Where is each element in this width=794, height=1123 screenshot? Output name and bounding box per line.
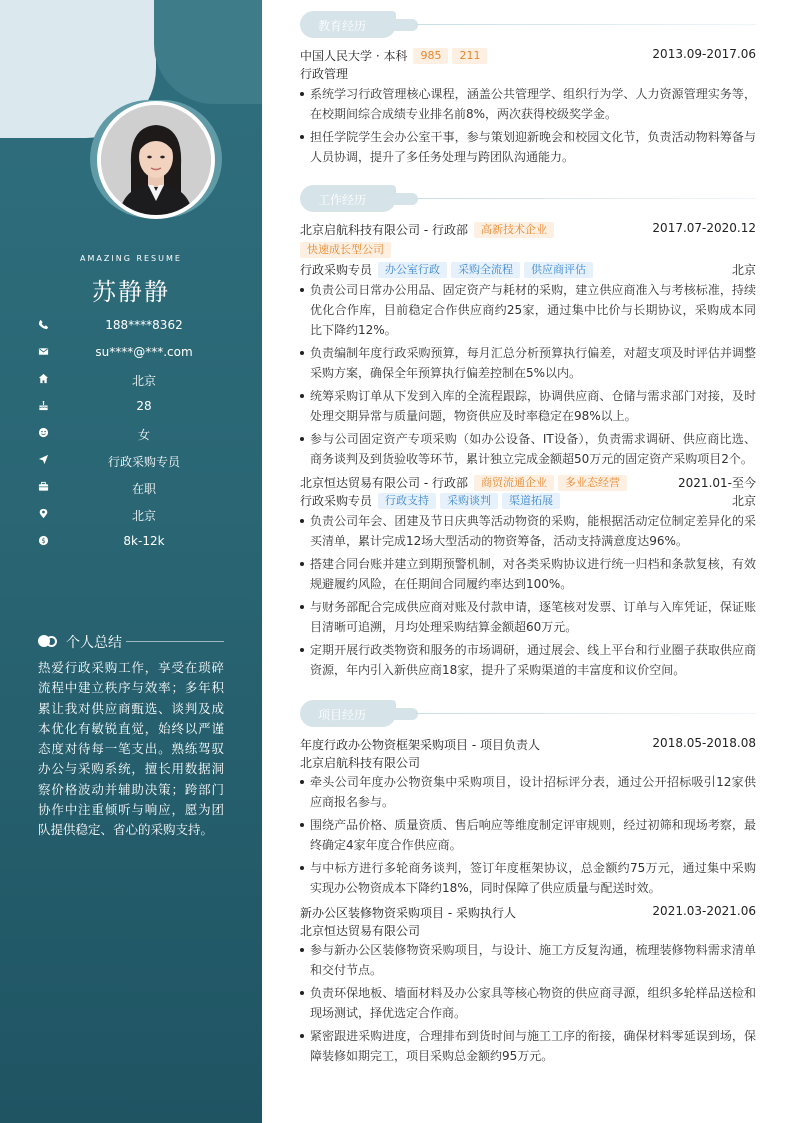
job-header-row	[300, 474, 756, 492]
job-period: 2017.07-2020.12	[652, 221, 756, 235]
company-tag: 快速成长型公司	[300, 242, 391, 258]
job-city: 北京	[731, 263, 756, 277]
phone-value: 188****8362	[105, 318, 183, 332]
info-salary	[38, 532, 228, 559]
section-pill-tail	[390, 708, 418, 720]
list-item: 统筹采购订单从下发到入库的全流程跟踪，协调供应商、仓储与需求部门对接，及时处理交期异常与质量问题，物资供应及时率稳定在98%以上。	[300, 386, 756, 426]
list-item: 担任学院学生会办公室干事，参与策划迎新晚会和校园文化节，负责活动物料筹备与人员协调，提升了多任务处理与跨团队沟通能力。	[300, 127, 756, 167]
project-name: 年度行政办公物资框架采购项目 - 项目负责人	[300, 738, 540, 752]
list-item: 参与新办公区装修物资采购项目，与设计、施工方反复沟通，梳理装修物料需求清单和交付节点。	[300, 940, 756, 980]
info-gender	[38, 424, 228, 451]
divider	[126, 641, 224, 642]
resume-tagline: AMAZING RESUME	[80, 254, 182, 263]
job-city: 北京	[731, 494, 756, 508]
role-tag: 办公室行政	[378, 262, 447, 278]
list-item: 牵头公司年度办公物资集中采购项目，设计招标评分表，通过公开招标吸引12家供应商报名参与。	[300, 772, 756, 812]
role-tag: 采购全流程	[451, 262, 520, 278]
list-item: 与财务部配合完成供应商对账及付款申请，逐笔核对发票、订单与入库凭证，保证账目清晰可追溯，月均处理采购结算金额超60万元。	[300, 597, 756, 637]
section-header-education	[300, 11, 756, 39]
project-header-row	[300, 904, 756, 922]
education-header-row	[300, 47, 756, 65]
info-phone	[38, 316, 228, 343]
school-tag: 211	[452, 48, 487, 64]
info-age	[38, 397, 228, 424]
send-icon	[38, 454, 49, 465]
salary-value: 8k-12k	[123, 534, 165, 548]
role-tag: 行政支持	[378, 493, 436, 509]
company-tag: 商贸流通企业	[474, 475, 554, 491]
list-item: 围绕产品价格、质量资质、售后响应等维度制定评审规则，经过初筛和现场考察，最终确定4家年度合作供应商。	[300, 815, 756, 855]
phone-icon	[38, 319, 49, 330]
job-bullets	[300, 511, 756, 680]
project-bullets	[300, 940, 756, 1066]
section-header-work	[300, 185, 756, 213]
company-tag: 高新技术企业	[474, 222, 554, 238]
list-item: 定期开展行政类物资和服务的市场调研，通过展会、线上平台和行业圈子获取供应商资源，年内引入新供应商18家，提升了采购渠道的丰富度和议价空间。	[300, 640, 756, 680]
list-item: 紧密跟进采购进度，合理排布到货时间与施工工序的衔接，确保材料零延误到场，保障装修如期完工，项目采购总金额约95万元。	[300, 1026, 756, 1066]
job-period: 2021.01-至今	[678, 476, 756, 490]
email-icon	[38, 346, 49, 357]
project-period: 2021.03-2021.06	[652, 904, 756, 918]
job-role: 行政采购专员	[300, 494, 373, 508]
location-value: 北京	[131, 509, 156, 523]
summary-text: 热爱行政采购工作，享受在琐碎流程中建立秩序与效率；多年积累让我对供应商甄选、谈判及成本优化有敏锐直觉，始终以严谨态度对待每一笔支出。熟练驾驭办公与采购系统，擅长用数据洞察价格波动并辅助决策；跨部门协作中注重倾听与响应，愿为团队提供稳定、省心的采购支持。	[38, 660, 224, 838]
project-entry	[300, 904, 756, 1069]
gender-icon	[38, 427, 49, 438]
job-role-row	[300, 492, 756, 510]
home-icon	[38, 373, 49, 384]
gender-value: 女	[137, 428, 150, 442]
email-value: su****@***.com	[95, 345, 193, 359]
role-tag: 供应商评估	[524, 262, 593, 278]
list-item: 系统学习行政管理核心课程，涵盖公共管理学、组织行为学、人力资源管理实务等，在校期间综合成绩专业排名前8%，两次获得校级奖学金。	[300, 84, 756, 124]
section-title: 工作经历	[318, 193, 367, 207]
job-role-row	[300, 261, 756, 279]
role-tag: 采购谈判	[440, 493, 498, 509]
list-item: 负责公司日常办公用品、固定资产与耗材的采购，建立供应商准入与考核标准，持续优化合作库，目前稳定合作供应商约25家，通过集中比价与长期协议，采购成本同比下降约12%。	[300, 280, 756, 340]
info-position	[38, 451, 228, 478]
education-period: 2013.09-2017.06	[652, 47, 756, 61]
section-title: 教育经历	[318, 19, 367, 33]
education-entry	[300, 47, 756, 170]
briefcase-icon	[38, 481, 49, 492]
info-status	[38, 478, 228, 505]
section-pill	[300, 700, 396, 727]
section-pill-tail	[390, 19, 418, 31]
summary-title: 个人总结	[66, 635, 122, 651]
project-period: 2018.05-2018.08	[652, 736, 756, 750]
list-item: 负责公司年会、团建及节日庆典等活动物资的采购，能根据活动定位制定差异化的采买清单，累计完成12场大型活动的物资筹备，活动支持满意度达96%。	[300, 511, 756, 551]
sidebar	[0, 0, 262, 1123]
project-header-row	[300, 736, 756, 754]
summary-heading	[38, 632, 224, 650]
section-title: 项目经历	[318, 708, 367, 722]
info-location	[38, 505, 228, 532]
project-company: 北京恒达贸易有限公司	[300, 924, 421, 938]
project-company-row	[300, 754, 756, 772]
major: 行政管理	[300, 67, 349, 81]
info-home	[38, 370, 228, 397]
position-value: 行政采购专员	[107, 455, 180, 469]
cake-icon	[38, 400, 49, 411]
avatar	[97, 101, 215, 219]
list-item: 负责环保地板、墙面材料及办公家具等核心物资的供应商寻源，组织多轮样品送检和现场测试，择优选定合作商。	[300, 983, 756, 1023]
section-pill-tail	[390, 193, 418, 205]
school-name: 中国人民大学 · 本科	[300, 49, 408, 63]
hometown-value: 北京	[131, 374, 156, 388]
sidebar-decoration	[154, 0, 262, 104]
job-header-row	[300, 221, 756, 239]
divider	[416, 198, 756, 199]
section-pill	[300, 185, 396, 212]
job-role: 行政采购专员	[300, 263, 373, 277]
company-extra-tags	[300, 242, 756, 261]
divider	[416, 24, 756, 25]
company-name: 北京启航科技有限公司 - 行政部	[300, 223, 468, 237]
major-row	[300, 65, 756, 83]
project-name: 新办公区装修物资采购项目 - 采购执行人	[300, 906, 516, 920]
salary-icon	[38, 535, 49, 546]
svg-text:$: $	[41, 536, 46, 545]
project-company: 北京启航科技有限公司	[300, 756, 421, 770]
section-dots-icon	[38, 635, 58, 647]
job-bullets	[300, 280, 756, 469]
divider	[416, 713, 756, 714]
education-bullets	[300, 84, 756, 167]
list-item: 参与公司固定资产专项采购（如办公设备、IT设备），负责需求调研、供应商比选、商务谈判及到货验收等环节，累计独立完成金额超50万元的固定资产采购项目2个。	[300, 429, 756, 469]
section-pill	[300, 11, 396, 38]
project-entry	[300, 736, 756, 901]
role-tag: 渠道拓展	[502, 493, 560, 509]
location-icon	[38, 508, 49, 519]
list-item: 负责编制年度行政采购预算，每月汇总分析预算执行偏差，对超支项及时评估并调整采购方案，确保全年预算执行偏差控制在5%以内。	[300, 343, 756, 383]
job-entry	[300, 474, 756, 683]
age-value: 28	[136, 399, 152, 413]
school-tag: 985	[413, 48, 448, 64]
status-value: 在职	[131, 482, 156, 496]
candidate-name: 苏静静	[92, 278, 170, 306]
contact-info-list	[38, 316, 228, 559]
portrait-photo	[101, 105, 211, 215]
company-name: 北京恒达贸易有限公司 - 行政部	[300, 476, 468, 490]
company-tag: 多业态经营	[558, 475, 627, 491]
info-email	[38, 343, 228, 370]
project-bullets	[300, 772, 756, 898]
job-entry	[300, 221, 756, 472]
project-company-row	[300, 922, 756, 940]
list-item: 与中标方进行多轮商务谈判，签订年度框架协议，总金额约75万元，通过集中采购实现办公物资成本下降约18%，同时保障了供应质量与配送时效。	[300, 858, 756, 898]
list-item: 搭建合同台账并建立到期预警机制，对各类采购协议进行统一归档和条款复核，有效规避履约风险，在任期间合同履约率达到100%。	[300, 554, 756, 594]
section-header-projects	[300, 700, 756, 728]
